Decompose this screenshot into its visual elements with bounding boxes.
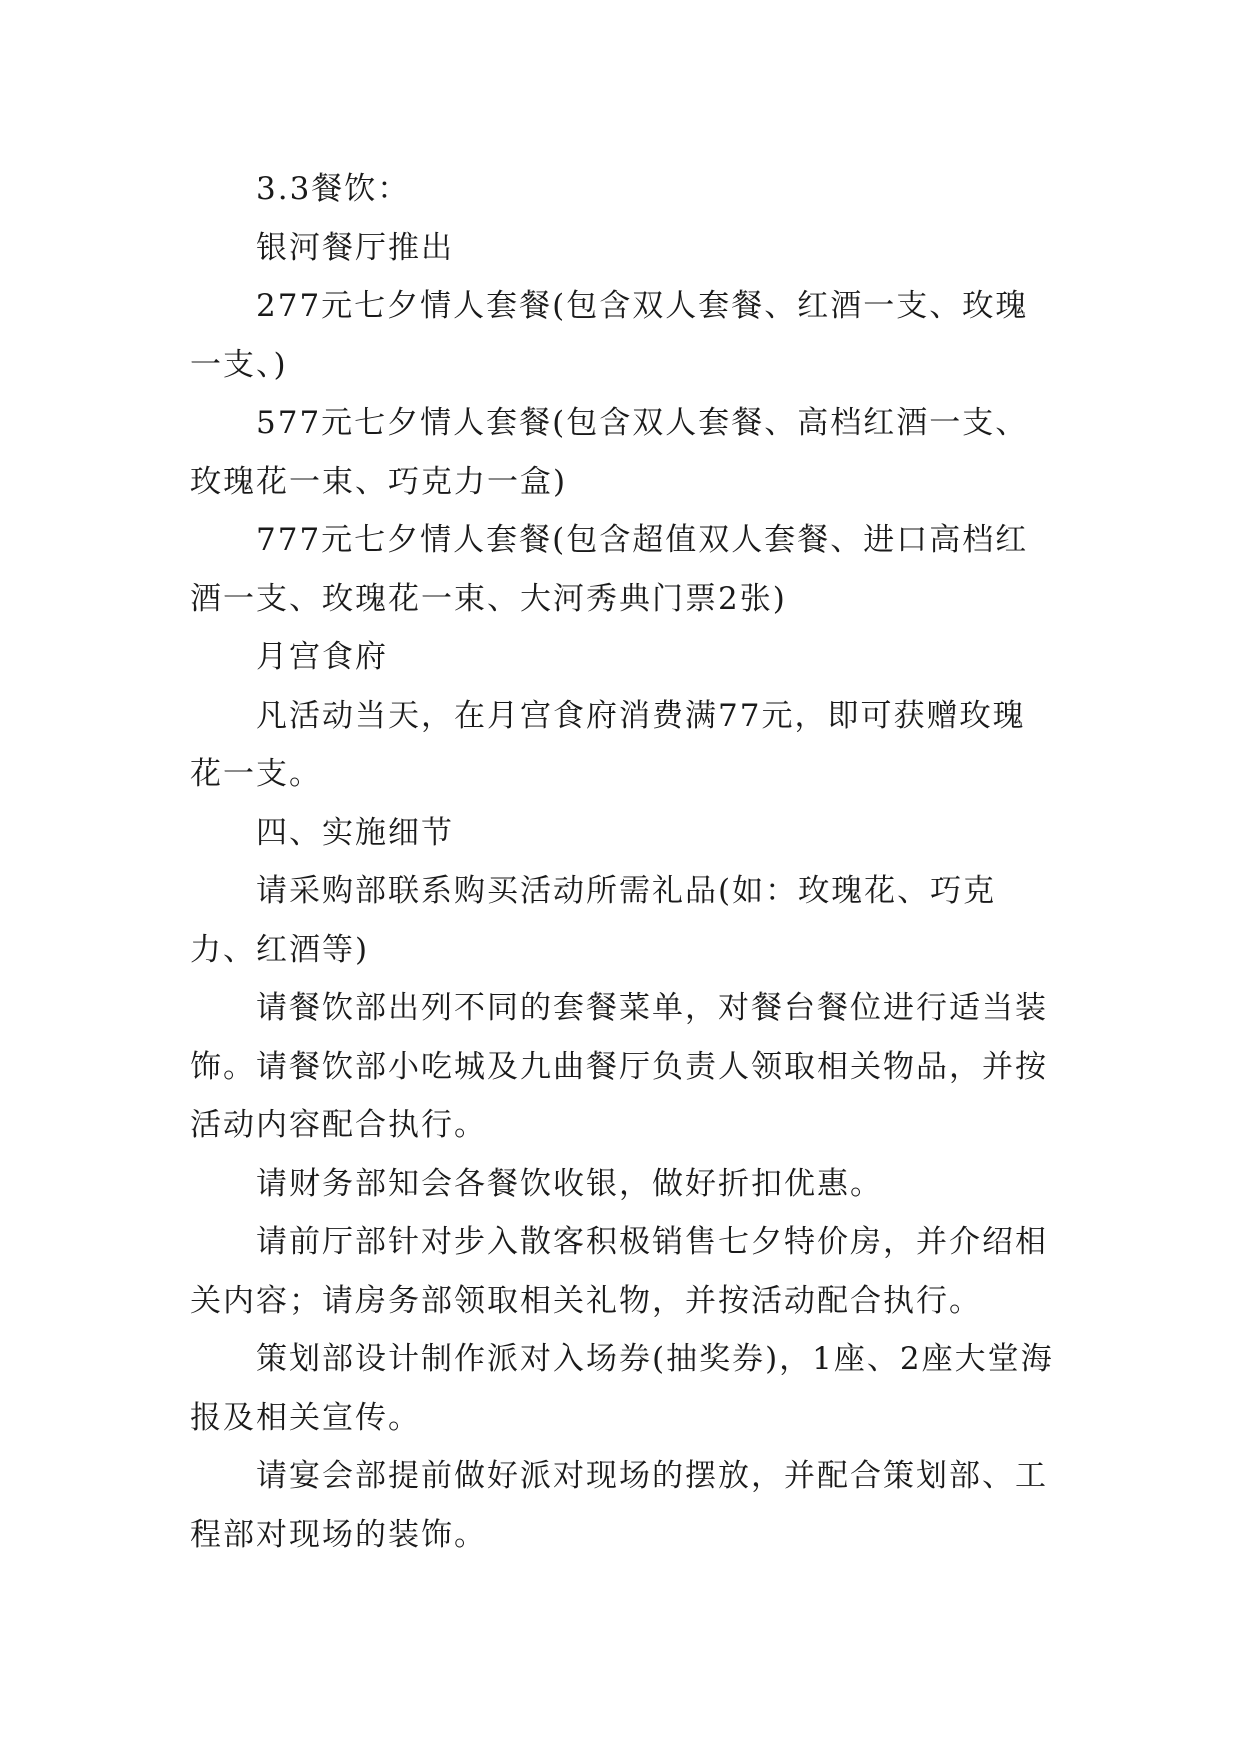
planning-task: 策划部设计制作派对入场券(抽奖券)，1座、2座大堂海报及相关宣传。 xyxy=(190,1341,1054,1436)
yuegong-offer: 凡活动当天，在月宫食府消费满77元，即可获赠玫瑰花一支。 xyxy=(190,697,1026,792)
package-277: 277元七夕情人套餐(包含双人套餐、红酒一支、玫瑰一支、) xyxy=(190,288,1029,383)
section-heading-implementation: 四、实施细节 xyxy=(256,814,454,851)
package-577: 577元七夕情人套餐(包含双人套餐、高档红酒一支、玫瑰花一束、巧克力一盒) xyxy=(190,405,1029,500)
finance-task: 请财务部知会各餐饮收银，做好折扣优惠。 xyxy=(256,1165,883,1202)
section-heading-catering: 3.3餐饮： xyxy=(256,171,411,207)
catering-task: 请餐饮部出列不同的套餐菜单，对餐台餐位进行适当装饰。请餐饮部小吃城及九曲餐厅负责人领取相关物品，并按活动内容配合执行。 xyxy=(190,990,1048,1143)
restaurant-name-yinhe: 银河餐厅推出 xyxy=(256,229,454,266)
restaurant-name-yuegong: 月宫食府 xyxy=(256,639,388,675)
document-body xyxy=(190,160,1058,1564)
banquet-task: 请宴会部提前做好派对现场的摆放，并配合策划部、工程部对现场的装饰。 xyxy=(190,1458,1048,1553)
package-777: 777元七夕情人套餐(包含超值双人套餐、进口高档红酒一支、玫瑰花一束、大河秀典门票2张) xyxy=(190,522,1029,617)
purchasing-task: 请采购部联系购买活动所需礼品(如：玫瑰花、巧克力、红酒等) xyxy=(190,873,997,968)
front-office-task: 请前厅部针对步入散客积极销售七夕特价房，并介绍相关内容；请房务部领取相关礼物，并按活动配合执行。 xyxy=(190,1224,1048,1319)
